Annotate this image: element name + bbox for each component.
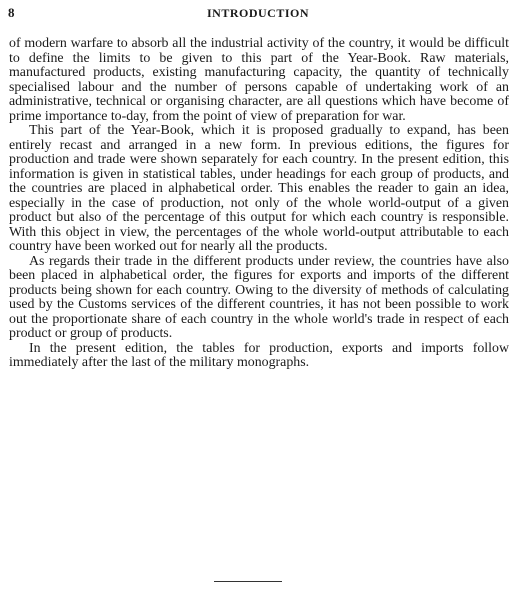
page-header — [8, 5, 508, 21]
paragraph: This part of the Year-Book, which it is proposed gradually to expand, has been entirely recast and arranged in a new form. In previous editions, the figures for production and trade were shown separately for each country. In the present edition, this information is given in statistical tables, under headings for each group of products, and the countries are placed in alphabetical order. This enables the reader to gain an idea, especially in the case of production, not only of the whole world-output of a given product but also of the percentage of this output for which each country is responsible. With this object in view, the percentages of the whole world-output attributable to each country have been worked out for nearly all the products. — [9, 123, 509, 254]
running-head: INTRODUCTION — [206, 6, 309, 20]
footer-rule — [214, 581, 282, 582]
paragraph: In the present edition, the tables for production, exports and imports follow immediately after the last of the military monographs. — [9, 340, 509, 370]
paragraph-continued: of modern warfare to absorb all the industrial activity of the country, it would be difficult to define the limits to be given to this part of the Year-Book. Raw materials, manufactured products, existing manufacturing capacity, the quantity of technically specialised labour and the number of persons capable of undertaking work of an administrative, technical or organising character, are all questions which have become of prime importance to-day, from the point of view of preparation for war. — [9, 36, 509, 124]
page-number: 8 — [8, 5, 15, 20]
paragraph: As regards their trade in the different products under review, the countries have also been placed in alphabetical order, the figures for exports and imports of the different products being shown for each country. Owing to the diversity of methods of calculating used by the Customs services of the different countries, it has not been possible to work out the proportionate share of each country in the whole world's trade in respect of each product or group of products. — [9, 253, 509, 341]
body-text — [9, 37, 509, 371]
